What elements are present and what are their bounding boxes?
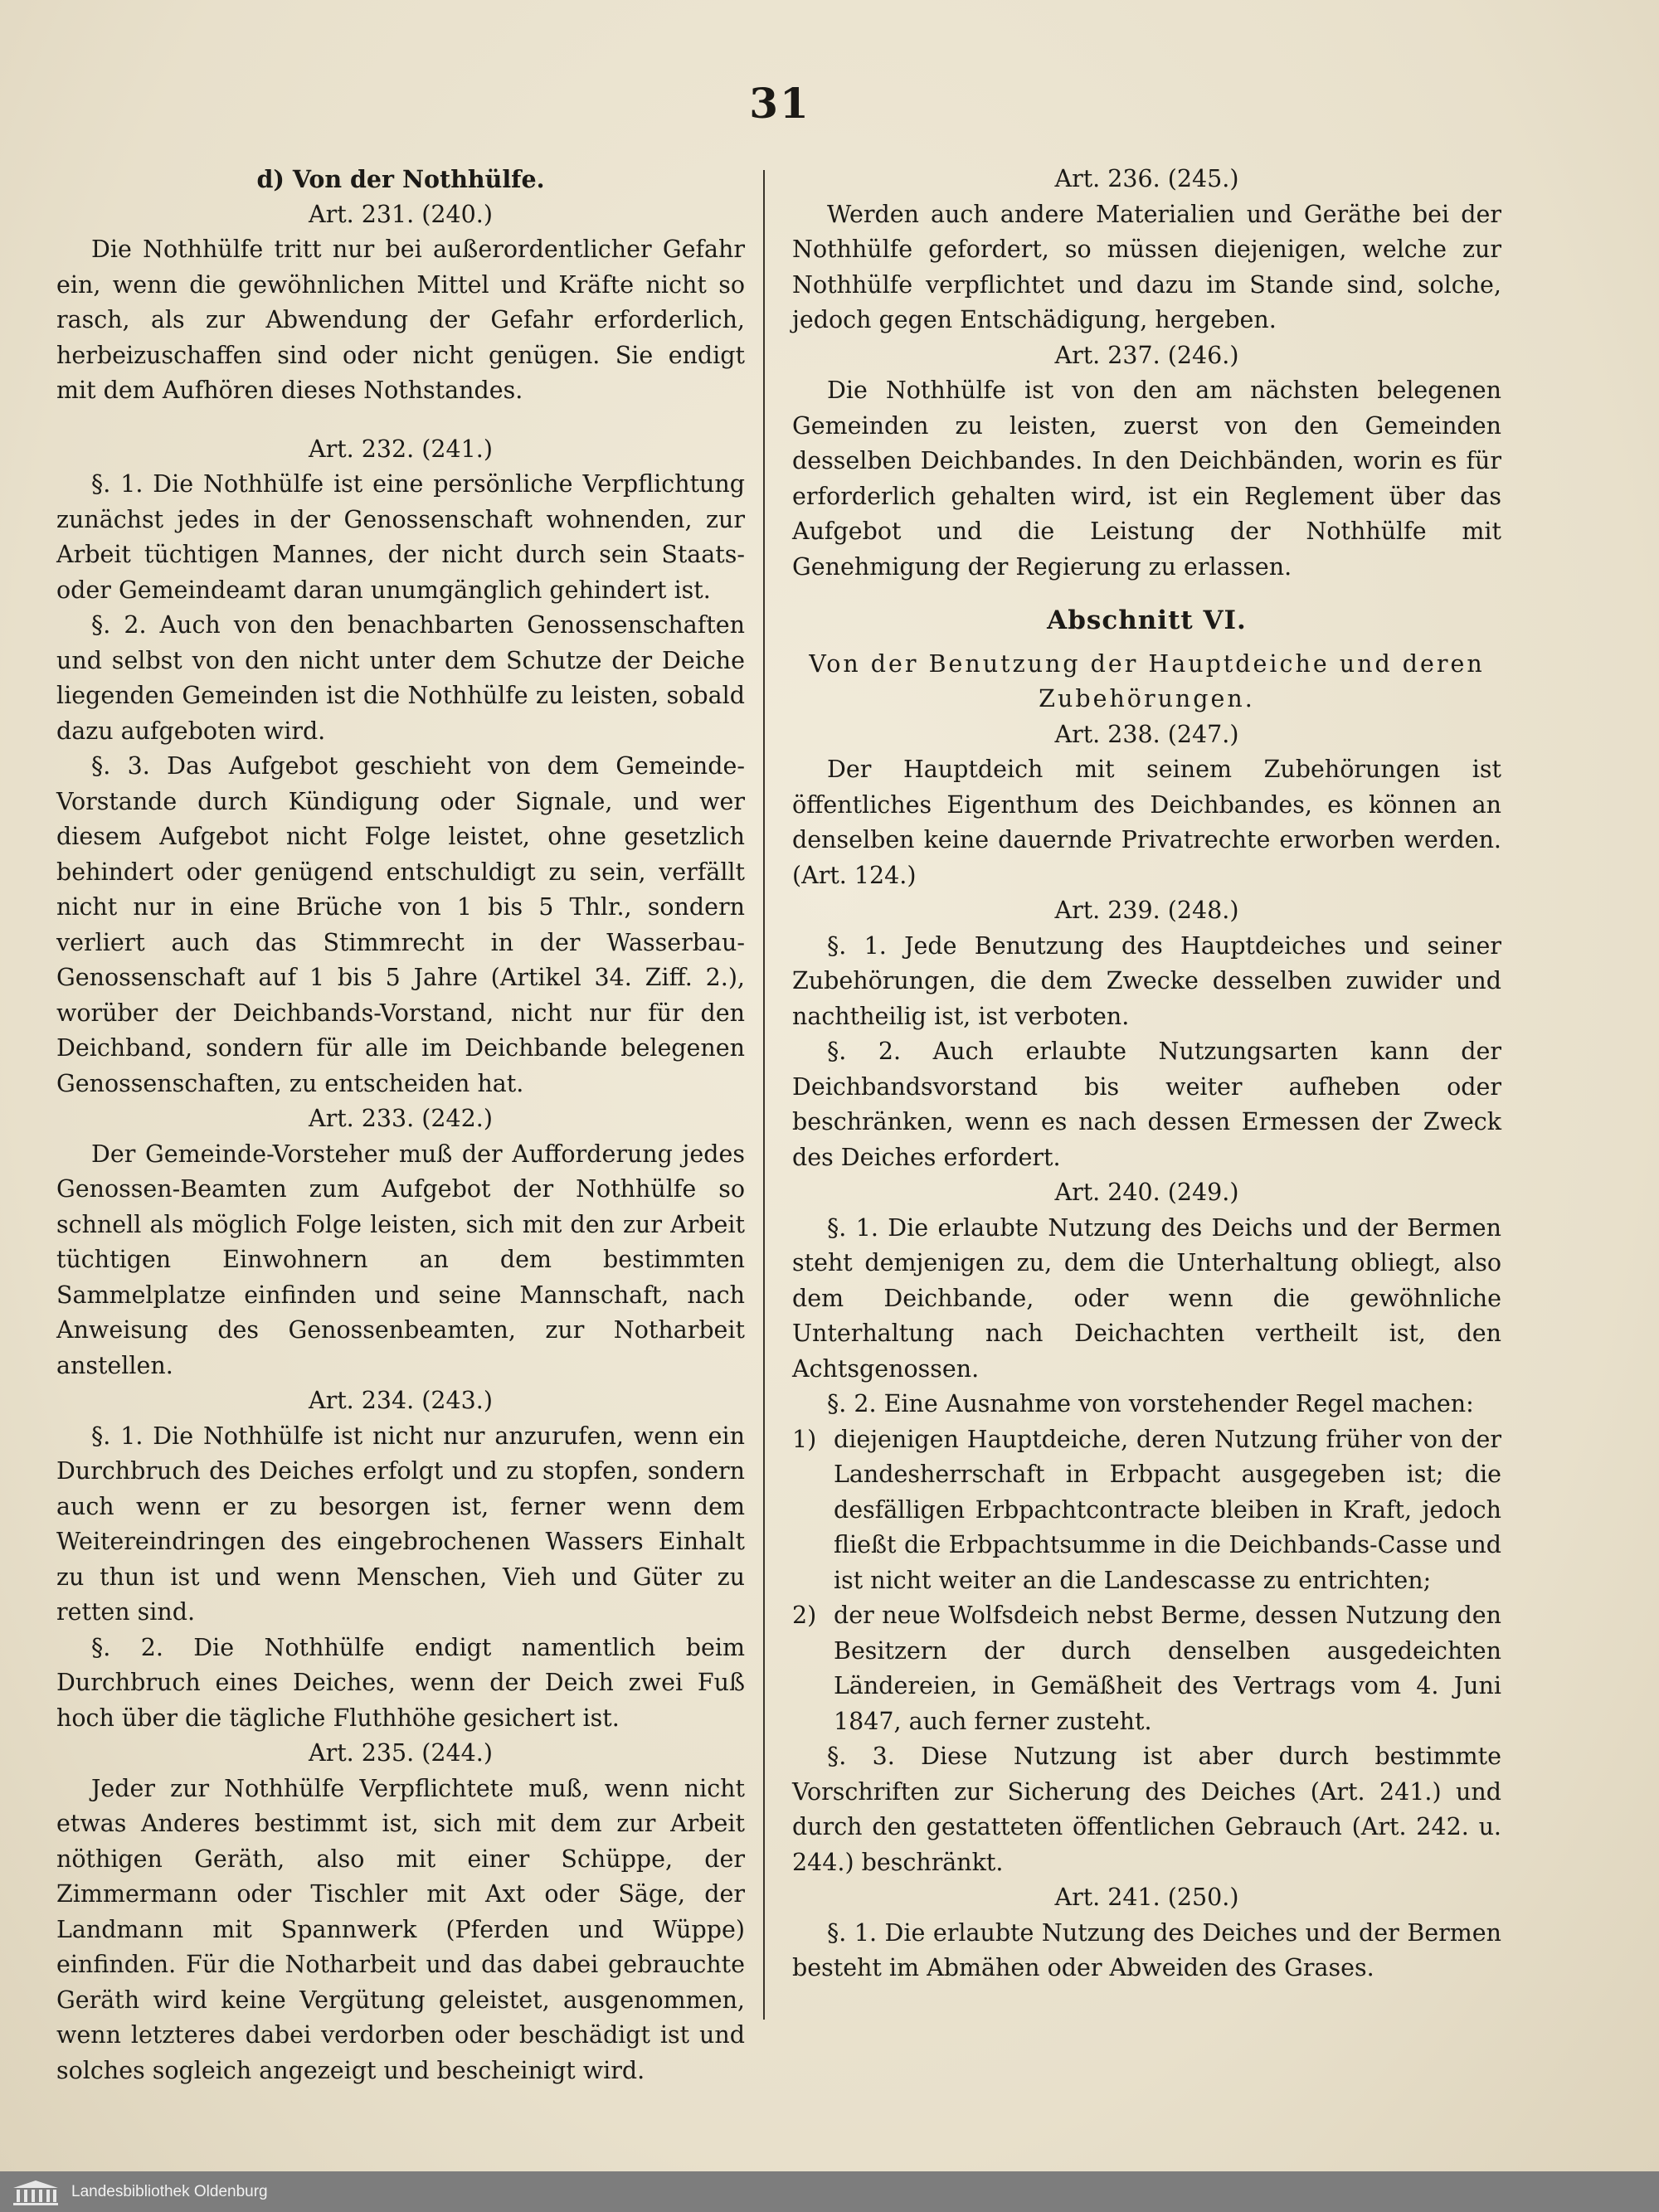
library-building-icon: [12, 2178, 60, 2206]
article-title-238: Art. 238. (247.): [1054, 720, 1239, 748]
page-number: 31: [749, 79, 810, 128]
section-title-benutzung: Von der Benutzung der Hauptdeiche und deren Zubehörungen.: [809, 649, 1485, 712]
section-heading-abschnitt-vi: Abschnitt VI.: [1047, 605, 1247, 635]
article-232-paragraph-1: §. 1. Die Nothhülfe ist eine persönliche Verpflichtung zunächst jedes in der Genossenschaft wohnenden, zur Arbeit tüchtigen Mannes, der nicht durch sein Staats- oder Gemeindeamt daran unumgänglich gehindert ist.: [56, 470, 745, 604]
article-240-paragraph-2: §. 2. Eine Ausnahme von vorstehender Regel machen:: [827, 1390, 1474, 1417]
list-item-text: diejenigen Hauptdeiche, deren Nutzung früher von der Landesherrschaft in Erbpacht ausgegeben ist; die desfälligen Erbpachtcontracte bleiben in Kraft, jedoch fließt die Erbpachtsumme in die Deichbands-Casse und ist nicht weiter an die Landescasse zu entrichten;: [834, 1425, 1501, 1594]
article-title-234: Art. 234. (243.): [309, 1387, 493, 1414]
list-item-number: 2): [792, 1602, 817, 1629]
article-232-paragraph-2: §. 2. Auch von den benachbarten Genossenschaften und selbst von den nicht unter dem Schutze der Deiche liegenden Gemeinden ist die Nothhülfe zu leisten, sobald dazu aufgeboten wird.: [56, 611, 745, 745]
article-title-233: Art. 233. (242.): [309, 1105, 493, 1132]
footer-bar: [0, 2171, 1659, 2212]
article-title-237: Art. 237. (246.): [1054, 341, 1239, 369]
article-240-paragraph-3: §. 3. Diese Nutzung ist aber durch bestimmte Vorschriften zur Sicherung des Deiches (Art. 241.) und durch den gestatteten öffentlichen Gebrauch (Art. 242. u. 244.) beschränkt.: [792, 1743, 1501, 1876]
article-title-235: Art. 235. (244.): [309, 1739, 493, 1767]
article-text-236: Werden auch andere Materialien und Geräthe bei der Nothhülfe gefordert, so müssen diejenigen, welche zur Nothhülfe verpflichtet und dazu im Stande sind, solche, jedoch gegen Entschädigung, hergeben.: [792, 200, 1501, 333]
article-239-paragraph-2: §. 2. Auch erlaubte Nutzungsarten kann der Deichbandsvorstand bis weiter aufheben oder beschränken, wenn es nach dessen Ermessen der Zweck des Deiches erfordert.: [792, 1038, 1501, 1171]
article-240-list-item-2: [792, 1598, 1501, 1739]
article-title-239: Art. 239. (248.): [1054, 897, 1239, 924]
right-column: [792, 162, 1501, 1986]
article-title-231: Art. 231. (240.): [309, 200, 493, 228]
article-240-paragraph-1: §. 1. Die erlaubte Nutzung des Deichs und der Bermen steht demjenigen zu, dem die Unterhaltung obliegt, also dem Deichbande, oder wenn die gewöhnliche Unterhaltung nach Deichachten vertheilt ist, den Achtsgenossen.: [792, 1213, 1501, 1383]
article-234-paragraph-2: §. 2. Die Nothhülfe endigt namentlich beim Durchbruch eines Deiches, wenn der Deich zwei Fuß hoch über die tägliche Fluthhöhe gesichert ist.: [56, 1633, 745, 1732]
list-item-number: 1): [792, 1425, 817, 1453]
article-text-233: Der Gemeinde-Vorsteher muß der Aufforderung jedes Genossen-Beamten zum Aufgebot der Nothhülfe so schnell als möglich Folge leisten, sich mit den zur Arbeit tüchtigen Einwohnern an dem bestimmten Sammelplatze einfinden und seine Mannschaft, nach Anweisung des Genossenbeamten, zur Notharbeit anstellen.: [56, 1140, 745, 1379]
article-title-232: Art. 232. (241.): [309, 435, 493, 463]
list-item-text: der neue Wolfsdeich nebst Berme, dessen Nutzung den Besitzern der durch denselben ausgedeichten Ländereien, in Gemäßheit des Vertrags vom 4. Juni 1847, auch ferner zusteht.: [834, 1602, 1501, 1735]
article-240-list-item-1: [792, 1422, 1501, 1599]
section-heading-nothhuelfe: d) Von der Nothhülfe.: [256, 165, 545, 193]
article-232-paragraph-3: §. 3. Das Aufgebot geschieht von dem Gemeinde-Vorstande durch Kündigung oder Signale, und wer diesem Aufgebot nicht Folge leistet, ohne gesetzlich behindert oder genügend entschuldigt zu sein, verfällt nicht nur in eine Brüche von 1 bis 5 Thlr., sondern verliert auch das Stimmrecht in der Wasserbau-Genossenschaft auf 1 bis 5 Jahre (Artikel 34. Ziff. 2.), worüber der Deichbands-Vorstand, nicht nur für den Deichband, sondern für alle im Deichbande belegenen Genossenschaften, zu entscheiden hat.: [56, 752, 745, 1097]
column-divider: [763, 170, 765, 2020]
article-text-237: Die Nothhülfe ist von den am nächsten belegenen Gemeinden zu leisten, zuerst von den Gemeinden desselben Deichbandes. In den Deichbänden, worin es für erforderlich gehalten wird, ist ein Reglement über das Aufgebot und die Leistung der Nothhülfe mit Genehmigung der Regierung zu erlassen.: [792, 377, 1501, 581]
article-text-235: Jeder zur Nothhülfe Verpflichtete muß, wenn nicht etwas Anderes bestimmt ist, sich mit dem zur Arbeit nöthigen Geräth, also mit einer Schüppe, der Zimmermann oder Tischler mit Axt oder Säge, der Landmann mit Spannwerk (Pferden und Wüppe) einfinden. Für die Notharbeit und das dabei gebrauchte Geräth wird keine Vergütung geleistet, ausgenommen, wenn letzteres dabei verdorben oder beschädigt ist und solches sogleich angezeigt und bescheinigt wird.: [56, 1774, 745, 2084]
article-title-241: Art. 241. (250.): [1054, 1884, 1239, 1911]
article-241-paragraph-1: §. 1. Die erlaubte Nutzung des Deiches und der Bermen besteht im Abmähen oder Abweiden des Grases.: [792, 1918, 1501, 1981]
article-text-238: Der Hauptdeich mit seinem Zubehörungen ist öffentliches Eigenthum des Deichbandes, es können an denselben keine dauernde Privatrechte erworben werden. (Art. 124.): [792, 756, 1501, 889]
left-column: [56, 162, 745, 2088]
article-text-231: Die Nothhülfe tritt nur bei außerordentlicher Gefahr ein, wenn die gewöhnlichen Mittel und Kräfte nicht so rasch, als zur Abwendung der Gefahr erforderlich, herbeizuschaffen sind oder nicht genügen. Sie endigt mit dem Aufhören dieses Nothstandes.: [56, 236, 745, 404]
footer-library-name: Landesbibliothek Oldenburg: [71, 2182, 268, 2200]
article-234-paragraph-1: §. 1. Die Nothhülfe ist nicht nur anzurufen, wenn ein Durchbruch des Deiches erfolgt und zu stopfen, sondern auch wenn er zu besorgen ist, ferner wenn dem Weitereindringen des eingebrochenen Wassers Einhalt zu thun ist und wenn Menschen, Vieh und Güter zu retten sind.: [56, 1422, 745, 1626]
article-239-paragraph-1: §. 1. Jede Benutzung des Hauptdeiches und seiner Zubehörungen, die dem Zwecke desselben zuwider und nachtheilig ist, ist verboten.: [792, 931, 1501, 1030]
article-title-240: Art. 240. (249.): [1054, 1179, 1239, 1206]
article-title-236: Art. 236. (245.): [1054, 165, 1239, 192]
